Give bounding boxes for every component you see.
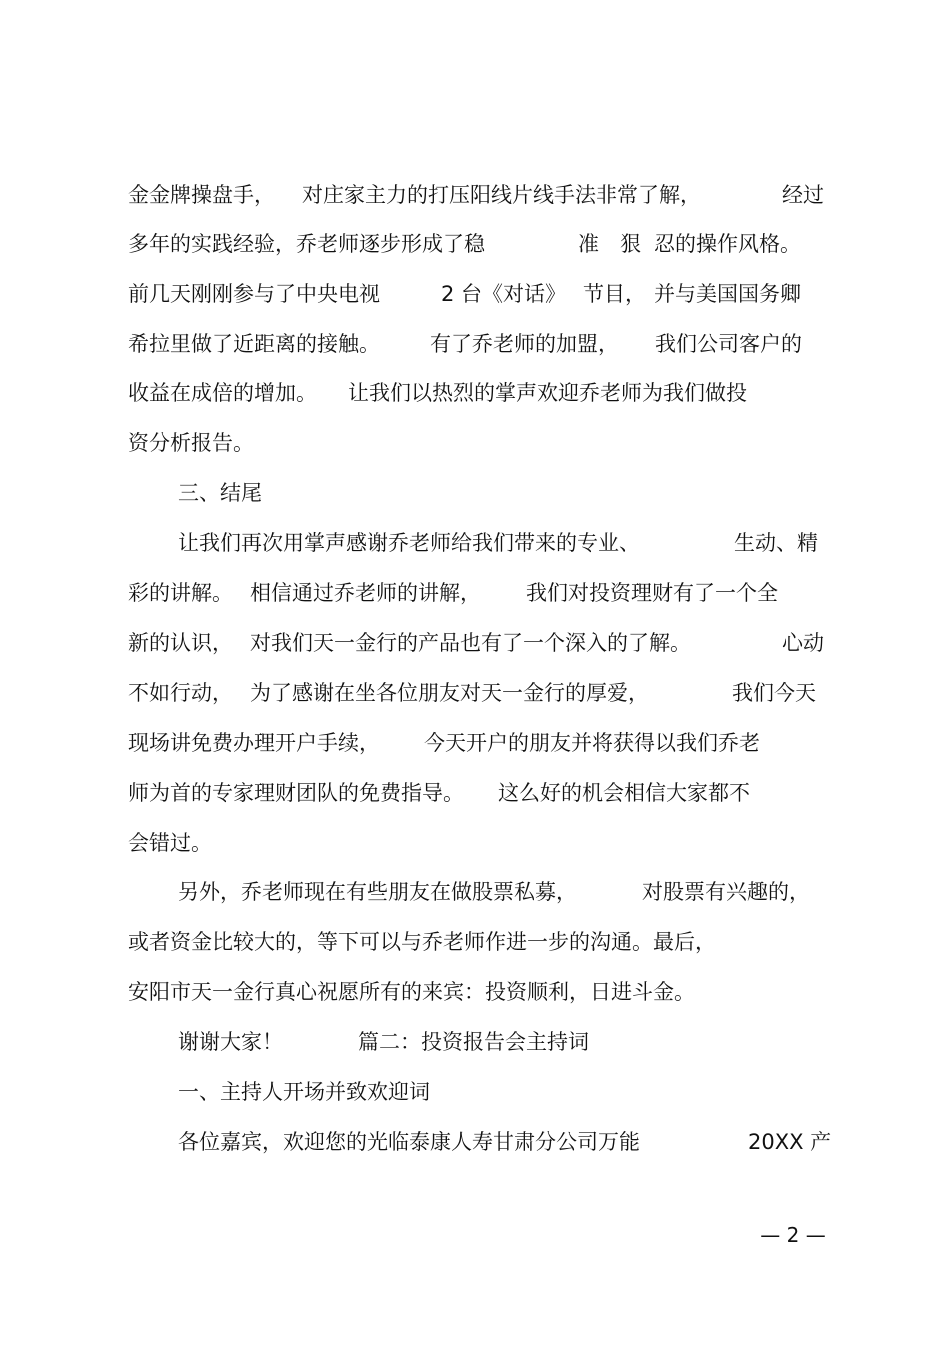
text-segment: 资分析报告。 (128, 431, 254, 455)
text-segment: 对股票有兴趣的， (642, 880, 810, 904)
text-segment: 让我们以热烈的掌声欢迎乔老师为我们做投 (348, 381, 747, 405)
text-segment: 金金牌操盘手， (128, 183, 275, 207)
text-segment: 节目， (583, 282, 646, 306)
text-segment: 今天开户的朋友并将获得以我们乔老 (424, 731, 760, 755)
text-line-10 (128, 626, 833, 660)
text-segment: 心动 (782, 631, 824, 655)
text-segment: 经过 (782, 183, 824, 207)
text-segment: 现场讲免费办理开户手续， (128, 731, 380, 755)
text-segment: 2 台《对话》 (441, 282, 567, 306)
text-segment: 多年的实践经验，乔老师逐步形成了稳 (128, 232, 485, 256)
text-segment: 准 (578, 232, 599, 256)
text-line-18 (128, 1025, 833, 1059)
text-segment: 会错过。 (128, 831, 212, 855)
text-segment: 一、主持人开场并致欢迎词 (178, 1080, 430, 1104)
text-segment: 希拉里做了近距离的接触。 (128, 332, 380, 356)
text-segment: 我们今天 (732, 681, 816, 705)
text-segment: 对我们天一金行的产品也有了一个深入的了解。 (250, 631, 691, 655)
text-segment: 另外，乔老师现在有些朋友在做股票私募， (178, 880, 577, 904)
text-segment: 不如行动， (128, 681, 233, 705)
text-line-20 (128, 1125, 833, 1159)
text-segment: 我们公司客户的 (655, 332, 802, 356)
text-segment: 为了感谢在坐各位朋友对天一金行的厚爱， (250, 681, 649, 705)
page-number: — 2 — (760, 1223, 826, 1247)
text-segment: 师为首的专家理财团队的免费指导。 (128, 781, 464, 805)
text-line-2 (128, 227, 833, 261)
text-segment: 狠 (620, 232, 641, 256)
text-segment: 对庄家主力的打压阳线片线手法非常了解， (302, 183, 701, 207)
section-heading (128, 1075, 833, 1109)
text-line-13 (128, 776, 833, 810)
text-line-5 (128, 376, 833, 410)
text-segment: 篇二：投资报告会主持词 (358, 1030, 589, 1054)
text-segment: 20XX 产 (748, 1130, 832, 1154)
text-segment: 让我们再次用掌声感谢乔老师给我们带来的专业、 (178, 531, 640, 555)
section-heading (128, 476, 833, 510)
text-segment: 忍的操作风格。 (654, 232, 801, 256)
text-line-4 (128, 327, 833, 361)
text-line-16 (128, 925, 833, 959)
text-line-3 (128, 277, 833, 311)
text-segment: 安阳市天一金行真心祝愿所有的来宾：投资顺利，日进斗金。 (128, 980, 695, 1004)
text-segment: 前几天刚刚参与了中央电视 (128, 282, 380, 306)
text-line-17 (128, 975, 833, 1009)
text-segment: 收益在成倍的增加。 (128, 381, 317, 405)
text-segment: 各位嘉宾，欢迎您的光临泰康人寿甘肃分公司万能 (178, 1130, 640, 1154)
text-segment: 彩的讲解。 (128, 581, 233, 605)
text-segment: 三、结尾 (178, 481, 262, 505)
text-segment: 相信通过乔老师的讲解， (250, 581, 481, 605)
text-line-14 (128, 826, 833, 860)
text-line-8 (128, 526, 833, 560)
text-line-15 (128, 875, 833, 909)
text-line-11 (128, 676, 833, 710)
text-segment: 新的认识， (128, 631, 233, 655)
text-segment: 生动、精 (734, 531, 818, 555)
text-line-12 (128, 726, 833, 760)
text-line-9 (128, 576, 833, 610)
text-segment: 或者资金比较大的，等下可以与乔老师作进一步的沟通。最后， (128, 930, 716, 954)
text-segment: 这么好的机会相信大家都不 (498, 781, 750, 805)
text-segment: 有了乔老师的加盟， (430, 332, 619, 356)
text-segment: 谢谢大家！ (178, 1030, 283, 1054)
text-segment: 我们对投资理财有了一个全 (526, 581, 778, 605)
text-line-1 (128, 178, 833, 212)
text-segment: 并与美国国务卿 (654, 282, 801, 306)
text-line-6 (128, 426, 833, 460)
